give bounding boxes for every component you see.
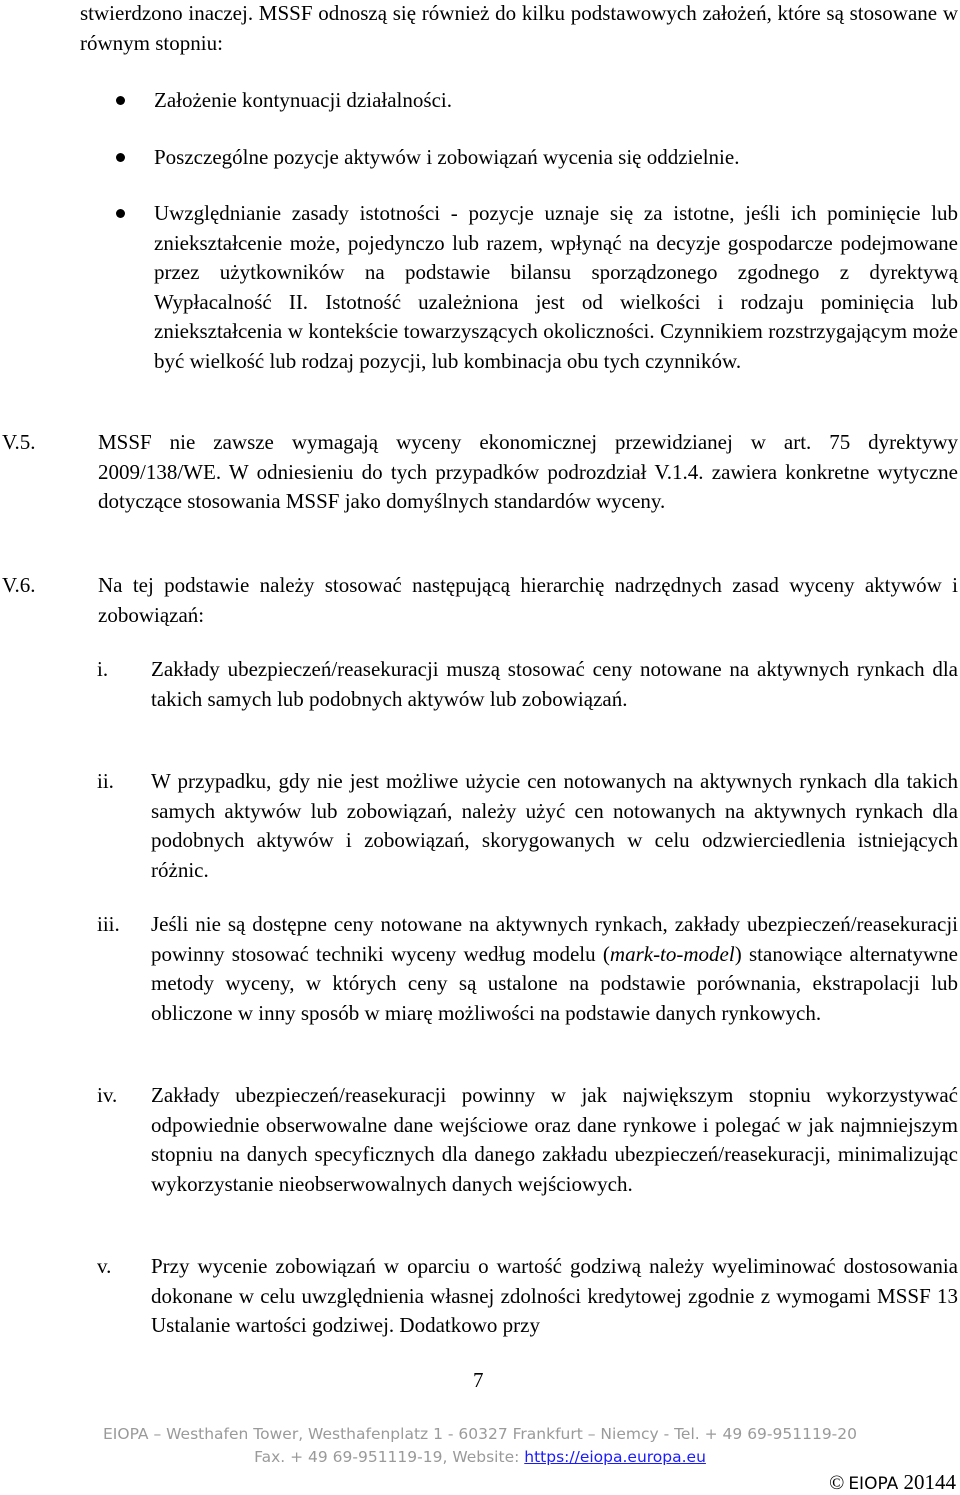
bullet-text: Założenie kontynuacji działalności. (154, 88, 452, 112)
item-text (151, 910, 958, 1028)
copyright (829, 1470, 956, 1495)
item-number: iv. (97, 1083, 118, 1107)
item-number: iii. (97, 912, 120, 936)
item-number: i. (97, 657, 109, 681)
item-number: v. (97, 1254, 112, 1278)
item-number: ii. (97, 769, 114, 793)
section-text: Na tej podstawie należy stosować następującą hierarchię nadrzędnych zasad wyceny aktywów i zobowiązań: (98, 573, 958, 627)
page-number: 7 (473, 1368, 484, 1392)
intro-paragraph: stwierdzono inaczej. MSSF odnoszą się również do kilku podstawowych założeń, które są stosowane w równym stopniu: (80, 1, 958, 55)
footer-contact (0, 1448, 960, 1466)
section-number: V.6. (2, 573, 36, 597)
item-text-italic: mark-to-model (609, 941, 735, 966)
footer-address: EIOPA – Westhafen Tower, Westhafenplatz 1 - 60327 Frankfurt – Niemcy - Tel. + 49 69-951119-20 (103, 1425, 857, 1443)
section-text: MSSF nie zawsze wymagają wyceny ekonomicznej przewidzianej w art. 75 dyrektywy 2009/138/WE. W odniesieniu do tych przypadków podrozdział V.1.4. zawiera konkretne wytyczne dotyczące stosowania MSSF jako domyślnych standardów wyceny. (98, 430, 958, 513)
copyright-org: EIOPA (848, 1474, 899, 1494)
item-text-part: Jeśli nie są dostępne ceny notowane na aktywnych rynkach, zakłady ubezpieczeń/reasekuracji powinny stosować techniki wyceny według modelu ( (151, 912, 958, 966)
item-text-part: ) stanowiące alternatywne metody wyceny, w których ceny są ustalone na podstawie porównania, ekstrapolacji lub obliczone w inny sposób w miarę możliwości na podstawie danych rynkowych. (151, 941, 958, 1025)
item-text: Przy wycenie zobowiązań w oparciu o wartość godziwą należy wyeliminować dostosowania dokonane w celu uwzględnienia własnej zdolności kredytowej zgodnie z wymogami MSSF 13 Ustalanie wartości godziwej. Dodatkowo przy (151, 1254, 958, 1337)
item-text: Zakłady ubezpieczeń/reasekuracji powinny w jak największym stopniu wykorzystywać odpowiednie obserwowalne dane wejściowe oraz dane rynkowe i polegać w jak najmniejszym stopniu na danych specyficznych dla danego zakładu ubezpieczeń/reasekuracji, minimalizując wykorzystanie nieobserwowalnych danych wejściowych. (151, 1083, 958, 1196)
footer-fax: Fax. + 49 69-951119-19, Website: (254, 1448, 525, 1466)
bullet-dot-icon (116, 153, 125, 162)
bullet-text: Poszczególne pozycje aktywów i zobowiązań wycenia się oddzielnie. (154, 145, 740, 169)
bullet-dot-icon (116, 96, 125, 105)
item-text: Zakłady ubezpieczeń/reasekuracji muszą stosować ceny notowane na aktywnych rynkach dla takich samych lub podobnych aktywów lub zobowiązań. (151, 657, 958, 711)
bullet-dot-icon (116, 209, 125, 218)
copyright-icon: © (829, 1472, 845, 1494)
section-number: V.5. (2, 430, 36, 454)
copyright-year: 20144 (903, 1470, 956, 1494)
website-link[interactable]: https://eiopa.europa.eu (524, 1448, 706, 1466)
item-text: W przypadku, gdy nie jest możliwe użycie cen notowanych na aktywnych rynkach dla takich samych aktywów lub zobowiązań, należy użyć cen notowanych na aktywnych rynkach dla podobnych aktywów i zobowiązań, skorygowanych w celu odzwierciedlenia istniejących różnic. (151, 769, 958, 882)
bullet-text: Uwzględnianie zasady istotności - pozycje uznaje się za istotne, jeśli ich pominięcie lub zniekształcenie może, pojedynczo lub razem, wpłynąć na decyzje gospodarcze podejmowane przez użytkowników na podstawie bilansu sporządzonego zgodnego z dyrektywą Wypłacalność II. Istotność uzależniona jest od wielkości i rodzaju pominięcia lub zniekształcenia w kontekście towarzyszących okoliczności. Czynnikiem rozstrzygającym może być wielkość lub rodzaj pozycji, lub kombinacja obu tych czynników. (154, 201, 958, 373)
